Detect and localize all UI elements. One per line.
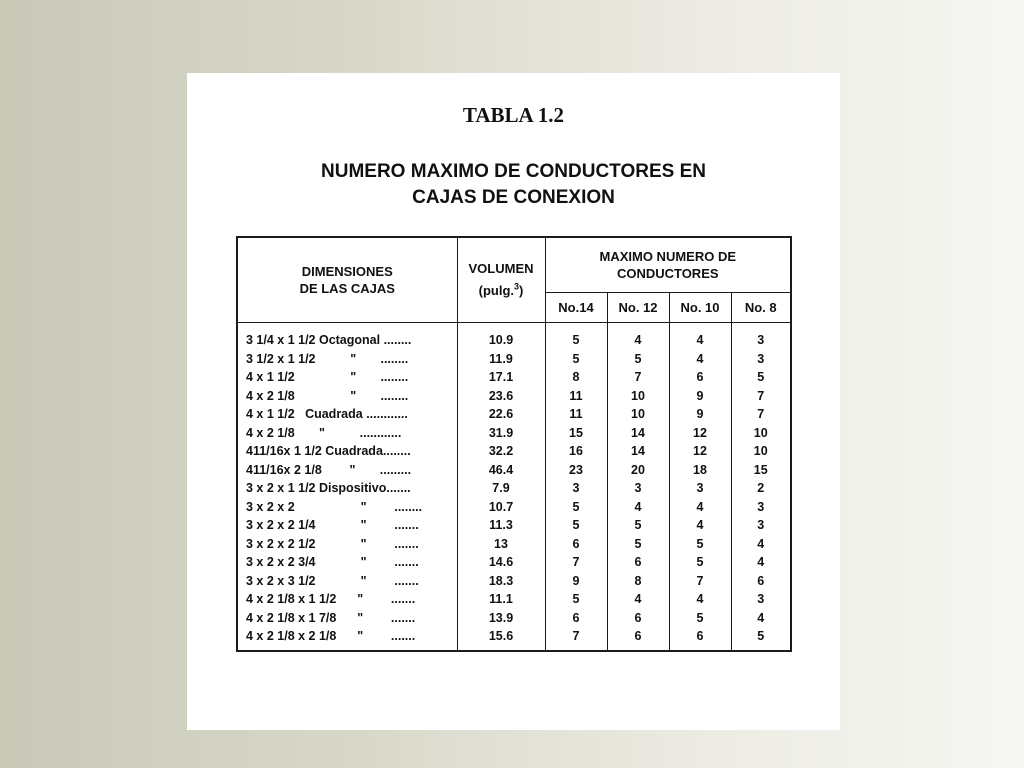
table-row [237,424,791,443]
cell-no8: 6 [731,572,791,591]
header-volume-label: VOLUMEN [468,261,534,276]
cell-no8: 10 [731,442,791,461]
title-line-2: CAJAS DE CONEXION [412,187,615,208]
cell-volume: 7.9 [457,479,545,498]
page-title [187,159,840,211]
cell-dimension: 4 x 2 1/8 x 1 1/2 " ....... [237,590,457,609]
cell-volume: 46.4 [457,461,545,480]
cell-no12: 14 [607,424,669,443]
cell-dimension: 3 1/2 x 1 1/2 " ........ [237,350,457,369]
cell-no14: 16 [545,442,607,461]
cell-no8: 2 [731,479,791,498]
table-row [237,572,791,591]
cell-no10: 4 [669,590,731,609]
cell-no10: 3 [669,479,731,498]
title-line-1: NUMERO MAXIMO DE CONDUCTORES EN [321,161,706,182]
cell-dimension: 3 1/4 x 1 1/2 Octagonal ........ [237,323,457,350]
cell-volume: 23.6 [457,387,545,406]
table-number: TABLA 1.2 [462,103,565,127]
table-row [237,535,791,554]
cell-dimension: 3 x 2 x 2 1/2 " ....... [237,535,457,554]
cell-no8: 7 [731,387,791,406]
cell-volume: 11.3 [457,516,545,535]
cell-no8: 4 [731,553,791,572]
cell-dimension: 3 x 2 x 2 3/4 " ....... [237,553,457,572]
cell-no8: 5 [731,627,791,651]
cell-no14: 7 [545,553,607,572]
cell-no8: 3 [731,498,791,517]
cell-dimension: 4 x 2 1/8 " ........ [237,387,457,406]
cell-dimension: 4 x 1 1/2 " ........ [237,368,457,387]
cell-dimension: 3 x 2 x 3 1/2 " ....... [237,572,457,591]
cell-no8: 15 [731,461,791,480]
cell-no12: 7 [607,368,669,387]
cell-no8: 3 [731,516,791,535]
table-row [237,323,791,350]
table-body [237,323,791,651]
cell-dimension: 411/16x 1 1/2 Cuadrada........ [237,442,457,461]
table-row [237,627,791,651]
cell-no14: 6 [545,535,607,554]
cell-no10: 12 [669,442,731,461]
cell-no8: 10 [731,424,791,443]
cell-dimension: 4 x 2 1/8 x 2 1/8 " ....... [237,627,457,651]
cell-no12: 20 [607,461,669,480]
header-gauge-14: No.14 [545,293,607,323]
header-dimensions-line1: DIMENSIONES [301,264,393,279]
cell-no10: 9 [669,405,731,424]
cell-no12: 6 [607,609,669,628]
cell-no12: 4 [607,590,669,609]
cell-no8: 3 [731,323,791,350]
table-row [237,387,791,406]
cell-no14: 5 [545,323,607,350]
cell-no10: 5 [669,609,731,628]
cell-no12: 4 [607,498,669,517]
cell-no10: 5 [669,553,731,572]
cell-no8: 5 [731,368,791,387]
cell-dimension: 411/16x 2 1/8 " ......... [237,461,457,480]
document-page [187,73,840,730]
cell-no14: 7 [545,627,607,651]
conductor-table [236,236,792,652]
cell-volume: 14.6 [457,553,545,572]
cell-no14: 6 [545,609,607,628]
cell-no14: 9 [545,572,607,591]
cell-no14: 11 [545,405,607,424]
cell-no8: 7 [731,405,791,424]
header-gauge-12: No. 12 [607,293,669,323]
cell-volume: 18.3 [457,572,545,591]
table-row [237,553,791,572]
cell-no14: 5 [545,590,607,609]
cell-volume: 31.9 [457,424,545,443]
cell-no12: 3 [607,479,669,498]
cell-no14: 3 [545,479,607,498]
table-row [237,461,791,480]
cell-no12: 4 [607,323,669,350]
cell-volume: 11.1 [457,590,545,609]
cell-no12: 6 [607,553,669,572]
cell-volume: 32.2 [457,442,545,461]
cell-no14: 5 [545,516,607,535]
cell-no10: 4 [669,498,731,517]
cell-no12: 5 [607,350,669,369]
cell-dimension: 3 x 2 x 2 " ........ [237,498,457,517]
cell-dimension: 3 x 2 x 2 1/4 " ....... [237,516,457,535]
cell-no12: 6 [607,627,669,651]
cell-no10: 9 [669,387,731,406]
table-row [237,350,791,369]
cell-volume: 15.6 [457,627,545,651]
cell-volume: 10.9 [457,323,545,350]
conductor-table-wrapper [236,236,792,652]
cell-no8: 4 [731,535,791,554]
header-gauge-10: No. 10 [669,293,731,323]
header-gauge-8: No. 8 [731,293,791,323]
cell-dimension: 3 x 2 x 1 1/2 Dispositivo....... [237,479,457,498]
table-row [237,498,791,517]
cell-no14: 15 [545,424,607,443]
cell-no10: 12 [669,424,731,443]
cell-no10: 18 [669,461,731,480]
header-volume [457,237,545,323]
cell-no10: 6 [669,627,731,651]
table-row [237,590,791,609]
cell-no12: 8 [607,572,669,591]
header-volume-unit: (pulg.$^3$) [478,281,524,298]
header-dimensions-line2: DE LAS CAJAS [299,281,395,296]
cell-dimension: 4 x 2 1/8 x 1 7/8 " ....... [237,609,457,628]
cell-volume: 13.9 [457,609,545,628]
table-row [237,368,791,387]
header-max-conductors [545,237,791,293]
header-max-line2: CONDUCTORES [616,266,719,281]
cell-no12: 10 [607,405,669,424]
cell-no12: 14 [607,442,669,461]
table-row [237,405,791,424]
cell-no10: 4 [669,516,731,535]
cell-no10: 5 [669,535,731,554]
cell-no8: 4 [731,609,791,628]
cell-no14: 8 [545,368,607,387]
cell-volume: 13 [457,535,545,554]
cell-volume: 22.6 [457,405,545,424]
cell-no14: 5 [545,498,607,517]
cell-no12: 10 [607,387,669,406]
cell-no8: 3 [731,590,791,609]
cell-no10: 6 [669,368,731,387]
header-max-line1: MAXIMO NUMERO DE [599,249,736,264]
header-dimensions [237,237,457,323]
cell-no14: 23 [545,461,607,480]
cell-no14: 5 [545,350,607,369]
cell-no10: 4 [669,323,731,350]
cell-volume: 10.7 [457,498,545,517]
table-row [237,442,791,461]
table-row [237,516,791,535]
cell-volume: 17.1 [457,368,545,387]
cell-dimension: 4 x 1 1/2 Cuadrada ............ [237,405,457,424]
cell-no10: 7 [669,572,731,591]
cell-no12: 5 [607,516,669,535]
table-row [237,609,791,628]
cell-no10: 4 [669,350,731,369]
cell-no14: 11 [545,387,607,406]
cell-no8: 3 [731,350,791,369]
cell-volume: 11.9 [457,350,545,369]
cell-no12: 5 [607,535,669,554]
table-row [237,479,791,498]
cell-dimension: 4 x 2 1/8 " ............ [237,424,457,443]
